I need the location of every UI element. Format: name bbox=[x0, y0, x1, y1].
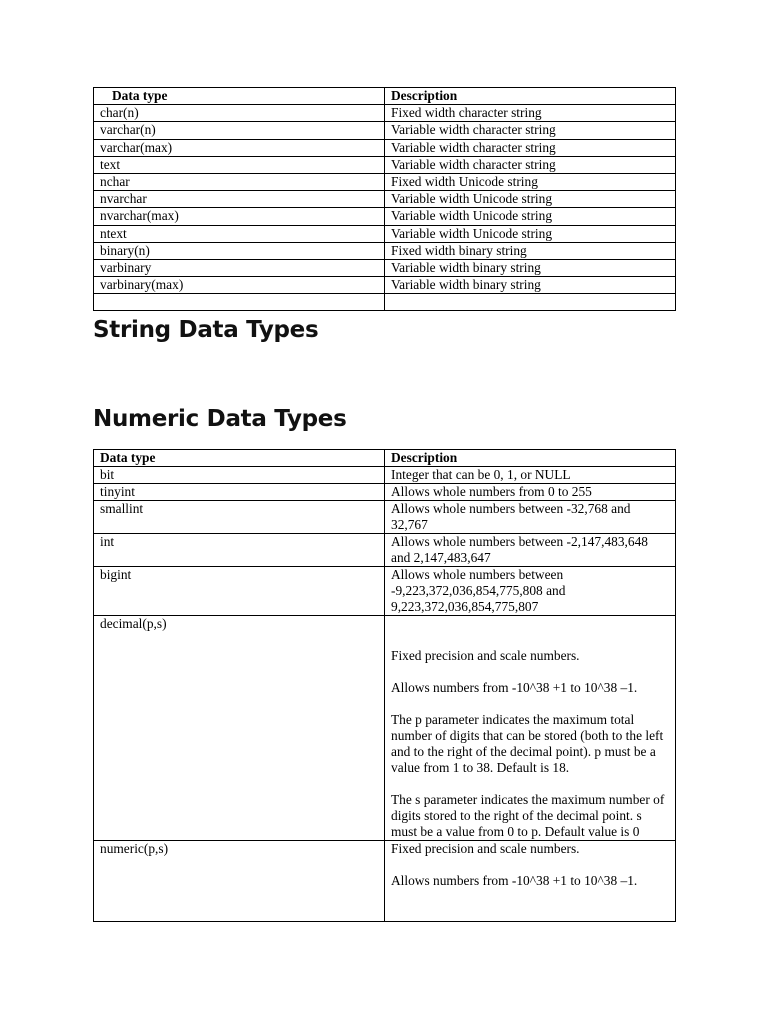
data-type-cell: nvarchar bbox=[94, 191, 385, 208]
data-type-cell: char(n) bbox=[94, 105, 385, 122]
description-paragraph: Allows numbers from -10^38 +1 to 10^38 –1. bbox=[391, 873, 638, 888]
description-paragraph: Allows whole numbers between -32,768 and 32,767 bbox=[391, 501, 631, 532]
table-header-row bbox=[94, 88, 676, 105]
table-row bbox=[94, 567, 676, 616]
description-cell bbox=[385, 467, 676, 484]
description-cell bbox=[385, 484, 676, 501]
description-cell: Variable width binary string bbox=[385, 277, 676, 294]
string-data-types-table bbox=[93, 87, 676, 311]
table-row bbox=[94, 208, 676, 225]
description-cell: Variable width character string bbox=[385, 156, 676, 173]
table-row bbox=[94, 156, 676, 173]
column-header-data-type: Data type bbox=[94, 88, 385, 105]
description-cell bbox=[385, 616, 676, 841]
table-row bbox=[94, 173, 676, 190]
description-cell bbox=[385, 567, 676, 616]
description-cell: Variable width Unicode string bbox=[385, 208, 676, 225]
paragraph-gap bbox=[391, 696, 669, 712]
table-row bbox=[94, 122, 676, 139]
table-row bbox=[94, 105, 676, 122]
description-cell: Variable width Unicode string bbox=[385, 191, 676, 208]
table-row bbox=[94, 534, 676, 567]
data-type-cell: varbinary bbox=[94, 259, 385, 276]
column-header-description: Description bbox=[385, 88, 676, 105]
table-row bbox=[94, 242, 676, 259]
description-paragraph: Allows whole numbers from 0 to 255 bbox=[391, 484, 592, 499]
description-cell: Fixed width binary string bbox=[385, 242, 676, 259]
description-cell: Variable width character string bbox=[385, 139, 676, 156]
column-header-description: Description bbox=[385, 450, 676, 467]
data-type-cell: varbinary(max) bbox=[94, 277, 385, 294]
table-row bbox=[94, 191, 676, 208]
data-type-cell: numeric(p,s) bbox=[94, 841, 385, 922]
table-row bbox=[94, 501, 676, 534]
description-paragraph: Allows whole numbers between -2,147,483,648 and 2,147,483,647 bbox=[391, 534, 648, 565]
table-row bbox=[94, 484, 676, 501]
description-cell bbox=[385, 294, 676, 311]
data-type-cell bbox=[94, 294, 385, 311]
table-row bbox=[94, 225, 676, 242]
table-row bbox=[94, 139, 676, 156]
data-type-cell: decimal(p,s) bbox=[94, 616, 385, 841]
description-paragraph: Fixed precision and scale numbers. bbox=[391, 648, 580, 663]
description-paragraph: The s parameter indicates the maximum number of digits stored to the right of the decimal point. s must be a value from 0 to p. Default value is 0 bbox=[391, 792, 665, 839]
data-type-cell: tinyint bbox=[94, 484, 385, 501]
paragraph-gap bbox=[391, 889, 669, 905]
table-row bbox=[94, 616, 676, 841]
string-data-types-heading: String Data Types bbox=[93, 317, 319, 343]
data-type-cell: nchar bbox=[94, 173, 385, 190]
table-row bbox=[94, 259, 676, 276]
numeric-data-types-heading: Numeric Data Types bbox=[93, 406, 347, 432]
data-type-cell: bit bbox=[94, 467, 385, 484]
paragraph-gap bbox=[391, 632, 669, 648]
description-paragraph bbox=[391, 905, 669, 921]
description-cell: Fixed width character string bbox=[385, 105, 676, 122]
paragraph-gap bbox=[391, 664, 669, 680]
description-cell: Variable width character string bbox=[385, 122, 676, 139]
description-paragraph bbox=[391, 616, 669, 632]
data-type-cell: bigint bbox=[94, 567, 385, 616]
description-paragraph: Integer that can be 0, 1, or NULL bbox=[391, 467, 571, 482]
data-type-cell: ntext bbox=[94, 225, 385, 242]
numeric-data-types-table bbox=[93, 449, 676, 922]
table-row bbox=[94, 294, 676, 311]
paragraph-gap bbox=[391, 776, 669, 792]
table-row bbox=[94, 277, 676, 294]
data-type-cell: nvarchar(max) bbox=[94, 208, 385, 225]
description-cell: Variable width binary string bbox=[385, 259, 676, 276]
description-paragraph: The p parameter indicates the maximum total number of digits that can be stored (both to the left and to the right of the decimal point). p must be a value from 1 to 38. Default is 18. bbox=[391, 712, 664, 775]
data-type-cell: smallint bbox=[94, 501, 385, 534]
data-type-cell: text bbox=[94, 156, 385, 173]
data-type-cell: varchar(max) bbox=[94, 139, 385, 156]
description-paragraph: Allows numbers from -10^38 +1 to 10^38 –1. bbox=[391, 680, 638, 695]
table-row bbox=[94, 467, 676, 484]
table-header-row bbox=[94, 450, 676, 467]
column-header-data-type: Data type bbox=[94, 450, 385, 467]
table-row bbox=[94, 841, 676, 922]
description-cell bbox=[385, 841, 676, 922]
data-type-cell: binary(n) bbox=[94, 242, 385, 259]
description-paragraph: Allows whole numbers between -9,223,372,036,854,775,808 and 9,223,372,036,854,775,807 bbox=[391, 567, 566, 614]
description-cell bbox=[385, 501, 676, 534]
data-type-cell: int bbox=[94, 534, 385, 567]
paragraph-gap bbox=[391, 857, 669, 873]
description-paragraph: Fixed precision and scale numbers. bbox=[391, 841, 580, 856]
data-type-cell: varchar(n) bbox=[94, 122, 385, 139]
description-cell bbox=[385, 534, 676, 567]
description-cell: Variable width Unicode string bbox=[385, 225, 676, 242]
description-cell: Fixed width Unicode string bbox=[385, 173, 676, 190]
